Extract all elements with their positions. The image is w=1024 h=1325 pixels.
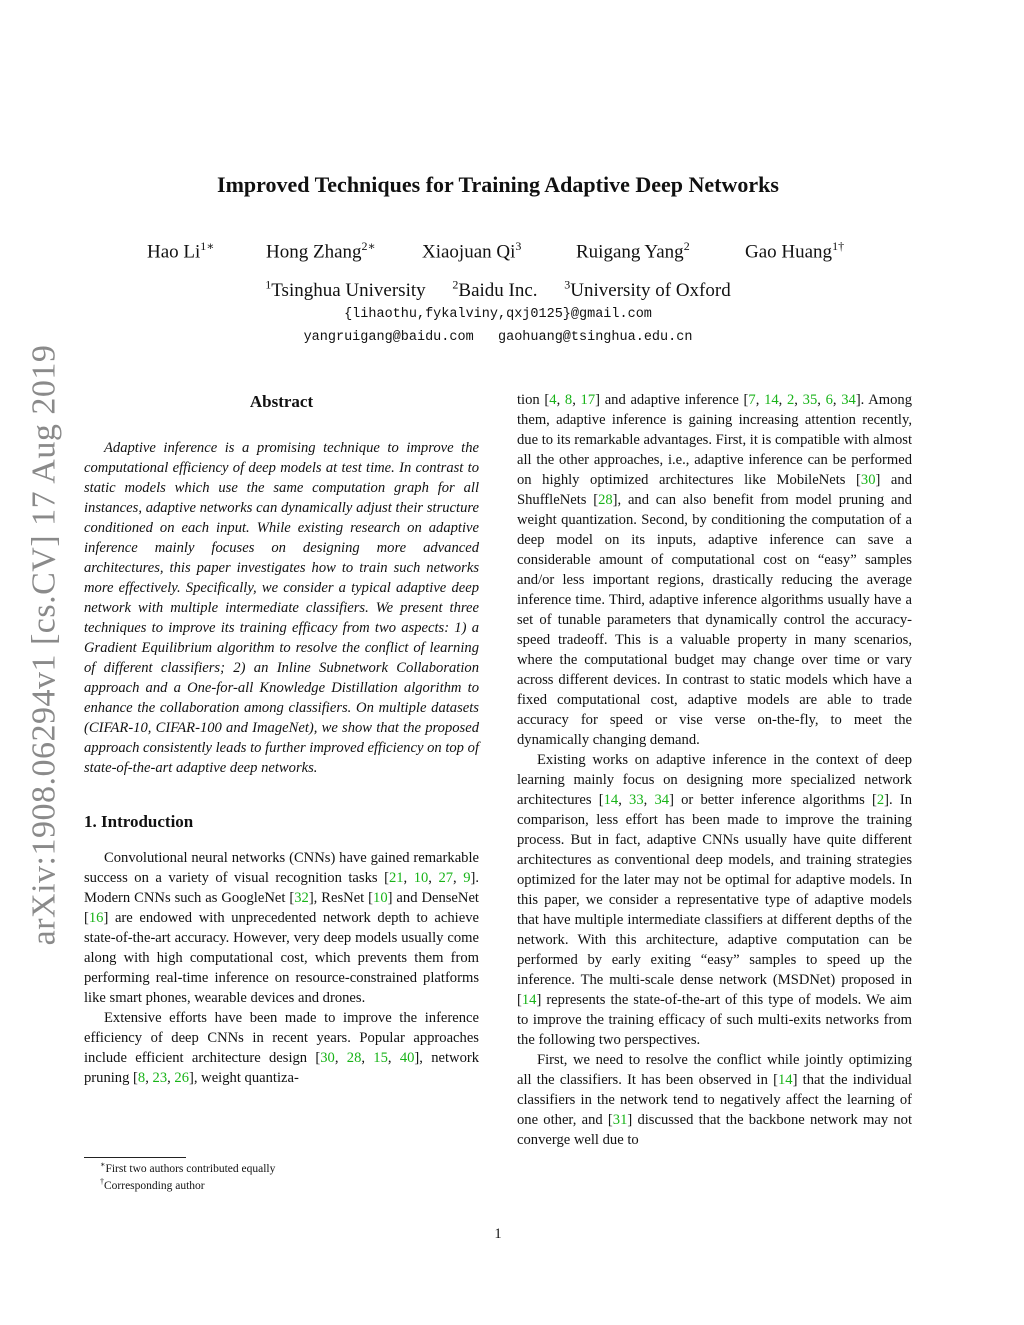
body-paragraph: First, we need to resolve the conflict while jointly optimizing all the classifiers. It has been observed in [14] that the individual classifiers in the network tend to negatively affect the learning of one other, and [31] discussed that the backbone network may not converge well due to [517,1052,913,1148]
author: Gao Huang$^{1\dagger}$ [745,239,845,263]
citation-link[interactable]: 7 [748,392,756,408]
citation-link[interactable]: 28 [598,492,613,508]
citation-link[interactable]: 34 [654,792,670,808]
citation-link[interactable]: 34 [841,392,856,408]
citation-link[interactable]: 14 [764,392,779,408]
email-line: yangruigang@baidu.com gaohuang@tsinghua.edu.cn [303,330,693,345]
author: Xiaojuan Qi$^3$ [422,239,522,263]
intro-paragraph: Convolutional neural networks (CNNs) have gained remarkable success on a variety of visual recognition tasks [21, 10, 27, 9]. Modern CNNs such as GoogleNet [32], ResNet [10] and DenseNet [16] are endowed with unprecedented network depth to achieve state-of-the-art accuracy. However, very deep models usually come along with high computational cost, which prevents them from performing real-time inference on resource-constrained platforms like smart phones, wearable devices and drones. [84,850,479,1006]
author: Ruigang Yang$^2$ [576,239,690,263]
citation-link[interactable]: 27 [438,870,454,886]
left-column [84,390,479,1088]
citation-link[interactable]: 40 [399,1050,415,1066]
arxiv-identifier-stamp [14,345,74,945]
citation-link[interactable]: 33 [629,792,644,808]
abstract-text: Adaptive inference is a promising technique to improve the computational efficiency of deep models at test time. In contrast to static models which use the same computation graph for all instances, adaptive networks can dynamically adjust their structure conditioned on each input. While existing research on adaptive inference mainly focuses on designing more advanced architectures, this paper investigates how to train such networks more effectively. Specifically, we consider a typical adaptive deep network with multiple intermediate classifiers. We present three techniques to improve its training efficacy from two aspects: 1) a Gradient Equilibrium algorithm to resolve the conflict of learning of different classifiers; 2) an Inline Subnetwork Collaboration approach and a One-for-all Knowledge Distillation algorithm to enhance the collaboration among classifiers. On multiple datasets (CIFAR-10, CIFAR-100 and ImageNet), we show that the proposed approach consistently leads to further improved efficiency on top of state-of-the-art adaptive deep networks. [84,440,479,776]
affiliation-list [0,278,996,302]
citation-link[interactable]: 8 [564,392,573,408]
affiliation: $^1$Tsinghua University [265,278,426,302]
citation-link[interactable]: 16 [88,910,104,926]
citation-link[interactable]: 10 [413,870,429,886]
citation-link[interactable]: 2 [876,792,885,808]
citation-link[interactable]: 14 [603,792,619,808]
author-list [0,239,1024,267]
citation-link[interactable]: 21 [388,870,404,886]
affiliation: $^3$University of Oxford [564,278,731,302]
email-line: {lihaothu,fykalviny,qxj0125}@gmail.com [344,307,652,322]
citation-link[interactable]: 14 [777,1072,793,1088]
footnote: ∗First two authors contributed equally [100,1160,276,1175]
citation-link[interactable]: 30 [320,1050,335,1066]
citation-link[interactable]: 23 [152,1070,168,1086]
arxiv-id-text: arXiv:1908.06294v1 [cs.CV] 17 Aug 2019 [25,344,62,946]
affiliation: $^2$Baidu Inc. [452,278,538,302]
body-paragraph: Existing works on adaptive inference in the context of deep learning mainly focus on designing more specialized network architectures [14, 33, 34] or better inference algorithms [2]. In comparison, less effort has been made to improve the training process. But in fact, adaptive CNNs usually have quite different architectures as conventional deep models, and training strategies optimized for the later may not be optimal for adaptive models. In this paper, we consider a representative type of adaptive models that have multiple intermediate classifiers at different depths of the network. With this architecture, adaptive computation can be performed by early exiting “easy” samples to speed up the inference. The multi-scale dense network (MSDNet) proposed in [14] represents the state-of-the-art of this type of models. We aim to improve the training efficacy of such multi-exits networks from the following two perspectives. [517,752,912,1048]
citation-link[interactable]: 14 [521,992,537,1008]
intro-paragraph: Extensive efforts have been made to improve the inference efficiency of deep CNNs in recent years. Popular approaches include efficient architecture design [30, 28, 15, 40], network pruning [8, 23, 26], weight quantiza- [84,1010,480,1086]
citation-link[interactable]: 8 [137,1070,146,1086]
introduction-heading: 1. Introduction [84,812,194,831]
citation-link[interactable]: 32 [294,890,309,906]
author: Hao $Li^{1∗}$ [147,239,215,263]
right-column [517,390,912,1150]
body-paragraph: tion [4, 8, 17] and adaptive inference [7, 14, 2, 35, 6, 34]. Among them, adaptive inference is gaining increasing attention recently, due to its remarkable advantages. First, it is compatible with almost all the other approaches, i.e., adaptive inference can be performed on highly optimized architectures like MobileNets [30] and ShuffleNets [28], and can also benefit from model pruning and weight quantization. Second, by conditioning the computation of a deep model on its inputs, adaptive inference can save a considerable amount of computational cost on “easy” samples and/or less important regions, drastically reducing the average inference time. Third, adaptive inference algorithms usually have a set of tunable parameters that dynamically control the accuracy-speed tradeoff. This is a valuable property in many scenarios, where the computational budget may change over time or vary across different devices. In contrast to static models which have a fixed computational cost, adaptive models are able to trade accuracy for speed or vise verse on-the-fly, to meet the dynamically changing demand. [517,392,912,748]
citation-link[interactable]: 6 [825,392,833,408]
citation-link[interactable]: 35 [802,392,818,408]
citation-link[interactable]: 10 [373,890,388,906]
citation-link[interactable]: 30 [860,472,876,488]
footnote-divider [84,1157,186,1158]
citation-link[interactable]: 2 [787,392,795,408]
citation-link[interactable]: 9 [463,870,471,886]
citation-link[interactable]: 28 [346,1050,362,1066]
citation-link[interactable]: 26 [174,1070,189,1086]
page-number: 1 [494,1226,502,1242]
citation-link[interactable]: 15 [373,1050,388,1066]
citation-link[interactable]: 31 [612,1112,628,1128]
paper-title: Improved Techniques for Training Adaptive Deep Networks [217,172,779,197]
footnote: †Corresponding author [100,1177,205,1192]
citation-link[interactable]: 17 [580,392,596,408]
citation-link[interactable]: 4 [549,392,557,408]
author: Hong Zhang$^{2∗}$ [266,239,376,263]
abstract-heading: Abstract [249,392,314,411]
